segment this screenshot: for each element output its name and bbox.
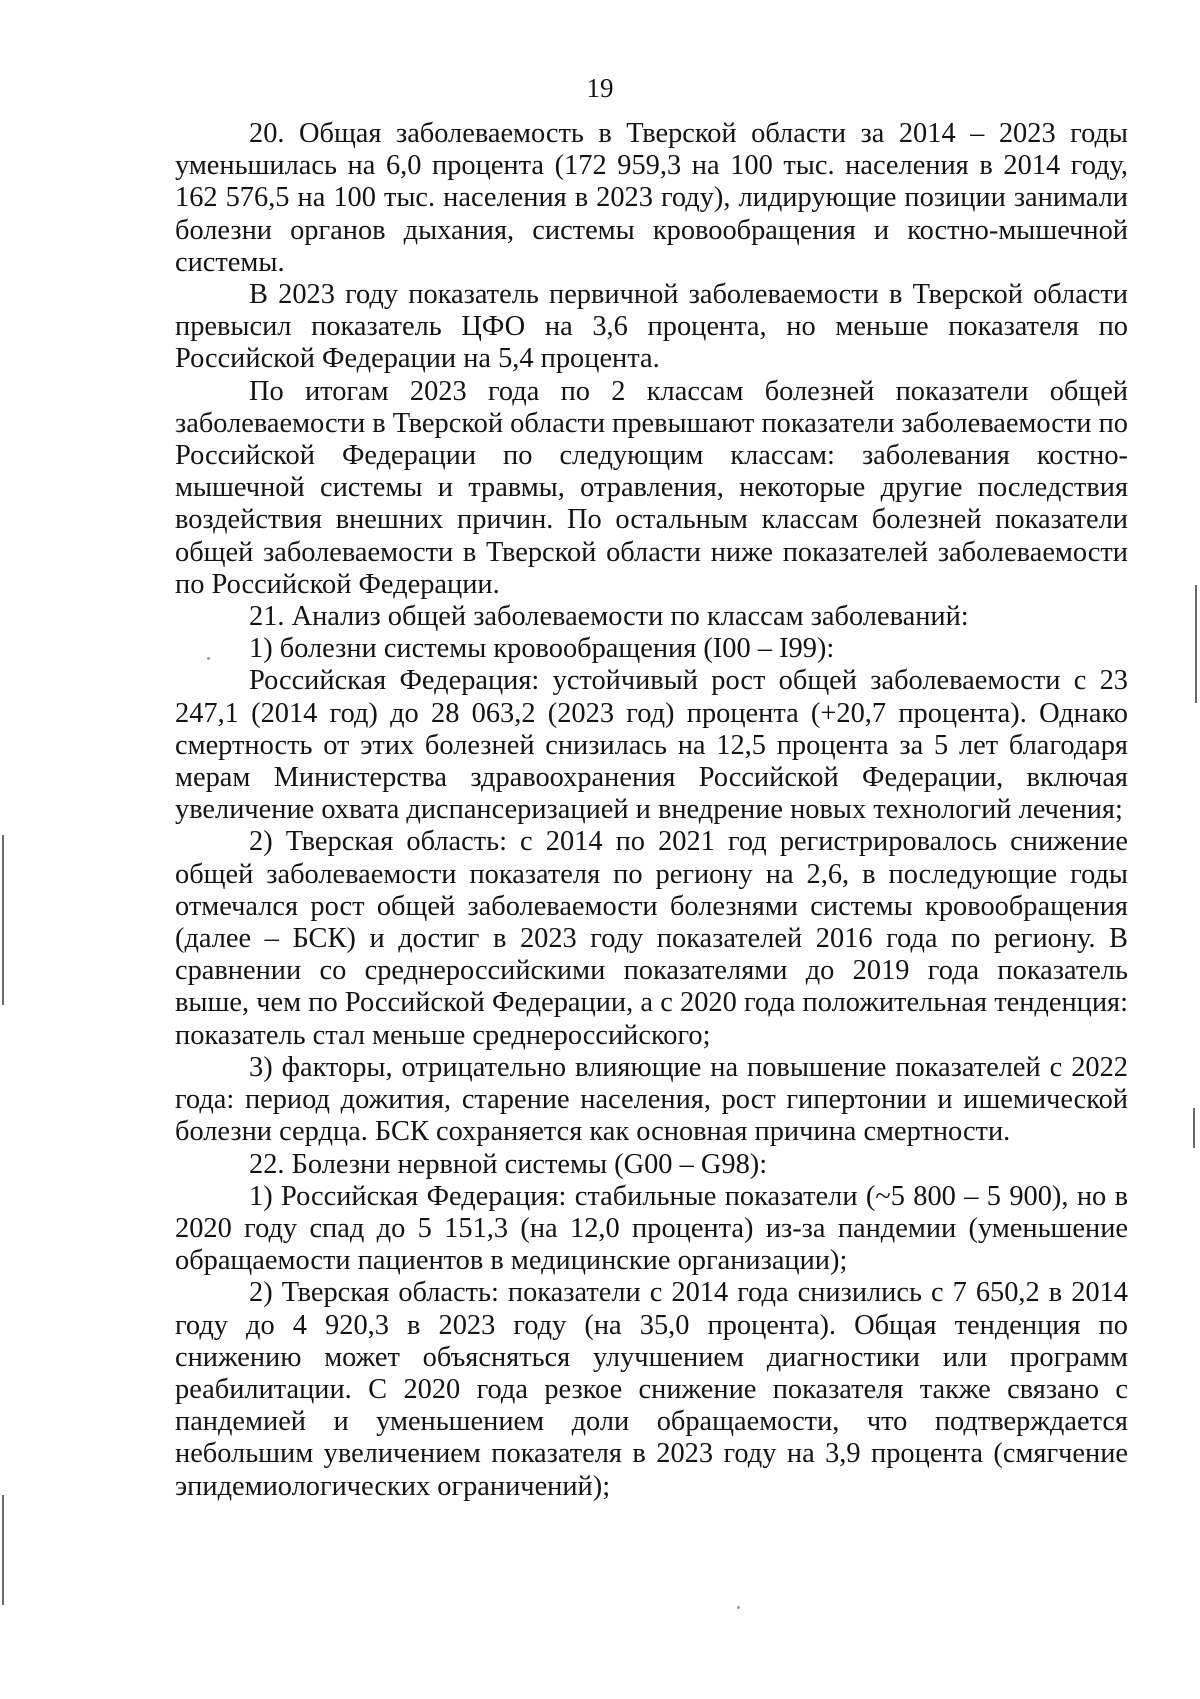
scan-edge-mark	[2, 1495, 4, 1605]
paragraph-22-item-1-rf: 1) Российская Федерация: стабильные показатели (~5 800 – 5 900), но в 2020 году спад до 5 151,3 (на 12,0 процента) из-за пандемии (уменьшение обращаемости пациентов в медицинские организации);	[175, 1180, 1128, 1277]
paragraph-22-item-2-tver: 2) Тверская область: показатели с 2014 года снизились с 7 650,2 в 2014 году до 4 920,3 в 2023 году (на 35,0 процента). Общая тенденция по снижению может объясняться улучшением диагностики или программ реабилитации. С 2020 года резкое снижение показателя также связано с пандемией и уменьшением доли обращаемости, что подтверждается небольшим увеличением показателя в 2023 году на 3,9 процента (смягчение эпидемиологических ограничений);	[175, 1277, 1128, 1502]
paragraph-21-rf-circulatory: Российская Федерация: устойчивый рост общей заболеваемости с 23 247,1 (2014 год) до 28 063,2 (2023 год) процента (+20,7 процента). Однако смертность от этих болезней снизилась на 12,5 процента за 5 лет благодаря мерам Министерства здравоохранения Российской Федерации, включая увеличение охвата диспансеризацией и внедрение новых технологий лечения;	[175, 665, 1128, 826]
paragraph-21-item-1-heading: 1) болезни системы кровообращения (I00 – I99):	[249, 633, 835, 665]
paragraph-21-item-3-factors: 3) факторы, отрицательно влияющие на повышение показателей с 2022 года: период дожития, старение населения, рост гипертонии и ишемической болезни сердца. БСК сохраняется как основная причина смертности.	[175, 1051, 1128, 1148]
scan-edge-mark	[1195, 585, 1197, 703]
scan-speck	[737, 1606, 740, 1609]
scan-speck	[207, 657, 210, 660]
paragraph-21-item-2-tver: 2) Тверская область: с 2014 по 2021 год регистрировалось снижение общей заболеваемости показателя по региону на 2,6, в последующие годы отмечался рост общей заболеваемости болезнями системы кровообращения (далее – БСК) и достиг в 2023 году показателей 2016 года по региону. В сравнении со среднероссийскими показателями до 2019 года показатель выше, чем по Российской Федерации, а с 2020 года положительная тенденция: показатель стал меньше среднероссийского;	[175, 826, 1128, 1051]
paragraph-primary-morbidity-2023: В 2023 году показатель первичной заболеваемости в Тверской области превысил показатель ЦФО на 3,6 процента, но меньше показателя по Российской Федерации на 5,4 процента.	[175, 279, 1128, 375]
paragraph-disease-classes-2023: По итогам 2023 года по 2 классам болезней показатели общей заболеваемости в Тверской области превышают показатели заболеваемости по Российской Федерации по следующим классам: заболевания костно-мышечной системы и травмы, отравления, некоторые другие последствия воздействия внешних причин. По остальным классам болезней показатели общей заболеваемости в Тверской области ниже показателей заболеваемости по Российской Федерации.	[175, 375, 1128, 600]
scan-edge-mark	[1193, 1108, 1195, 1148]
paragraph-21-heading: 21. Анализ общей заболеваемости по классам заболеваний:	[249, 601, 969, 633]
scan-edge-mark	[2, 835, 4, 1005]
document-body	[175, 118, 1128, 1503]
paragraph-20-general-morbidity: 20. Общая заболеваемость в Тверской области за 2014 – 2023 годы уменьшилась на 6,0 процента (172 959,3 на 100 тыс. населения в 2014 году, 162 576,5 на 100 тыс. населения в 2023 году), лидирующие позиции занимали болезни органов дыхания, системы кровообращения и костно-мышечной системы.	[175, 118, 1128, 278]
page-number: 19	[586, 73, 614, 103]
paragraph-22-heading: 22. Болезни нервной системы (G00 – G98):	[249, 1148, 768, 1180]
